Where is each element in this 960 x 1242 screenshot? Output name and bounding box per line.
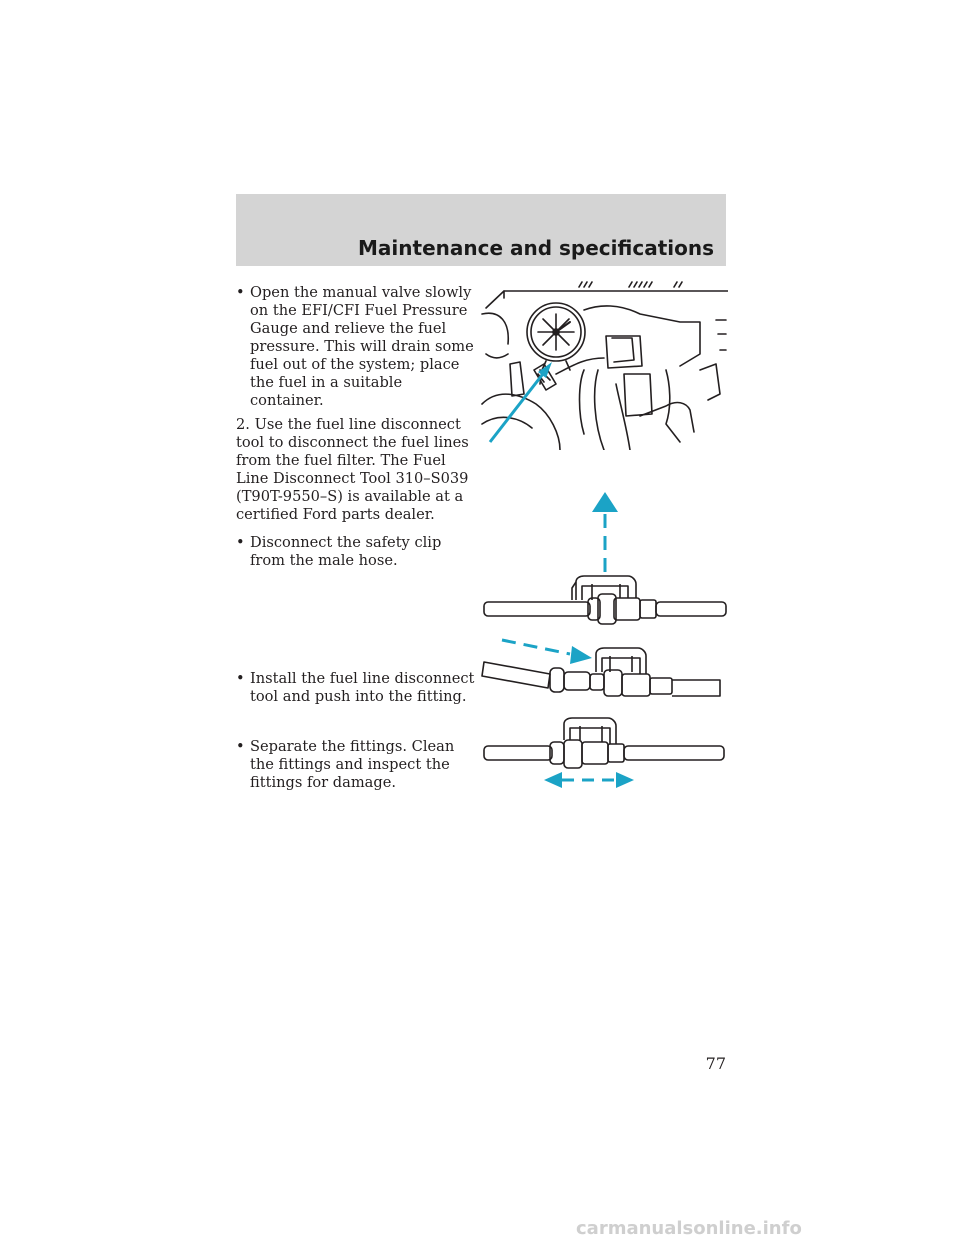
bullet-dot: • (236, 284, 245, 301)
page-number: 77 (705, 1054, 726, 1073)
safety-clip-illustration (480, 486, 730, 628)
bullet-text: Disconnect the safety clip from the male hose. (250, 534, 442, 569)
bullet-dot: • (236, 738, 245, 755)
bullet-install-tool (236, 670, 476, 706)
engine-gauge-illustration (480, 274, 728, 450)
instruction-column (236, 284, 476, 792)
bullet-text: Open the manual valve slowly on the EFI/CFI Fuel Pressure Gauge and relieve the fuel pressure. This will drain some fuel out of the system; place the fuel in a suitable container. (250, 284, 474, 409)
bullet-text: Install the fuel line disconnect tool and push into the fitting. (250, 670, 475, 705)
footer-watermark: carmanualsonline.info (576, 1218, 802, 1239)
bullet-disconnect-clip (236, 534, 476, 570)
bullet-dot: • (236, 534, 245, 551)
bullet-open-valve (236, 284, 476, 410)
bullet-dot: • (236, 670, 245, 687)
section-title: Maintenance and specifications (358, 236, 714, 260)
separate-fittings-illustration (480, 716, 730, 790)
bullet-text: Separate the fittings. Clean the fittings and inspect the fittings for damage. (250, 738, 455, 791)
install-tool-illustration (480, 632, 730, 708)
section-header-band (236, 194, 726, 266)
step-2-paragraph: 2. Use the fuel line disconnect tool to disconnect the fuel lines from the fuel filter. The Fuel Line Disconnect Tool 310–S039 (T90T-9550–S) is available at a certified Ford parts dealer. (236, 416, 469, 523)
bullet-separate-fittings (236, 738, 476, 792)
